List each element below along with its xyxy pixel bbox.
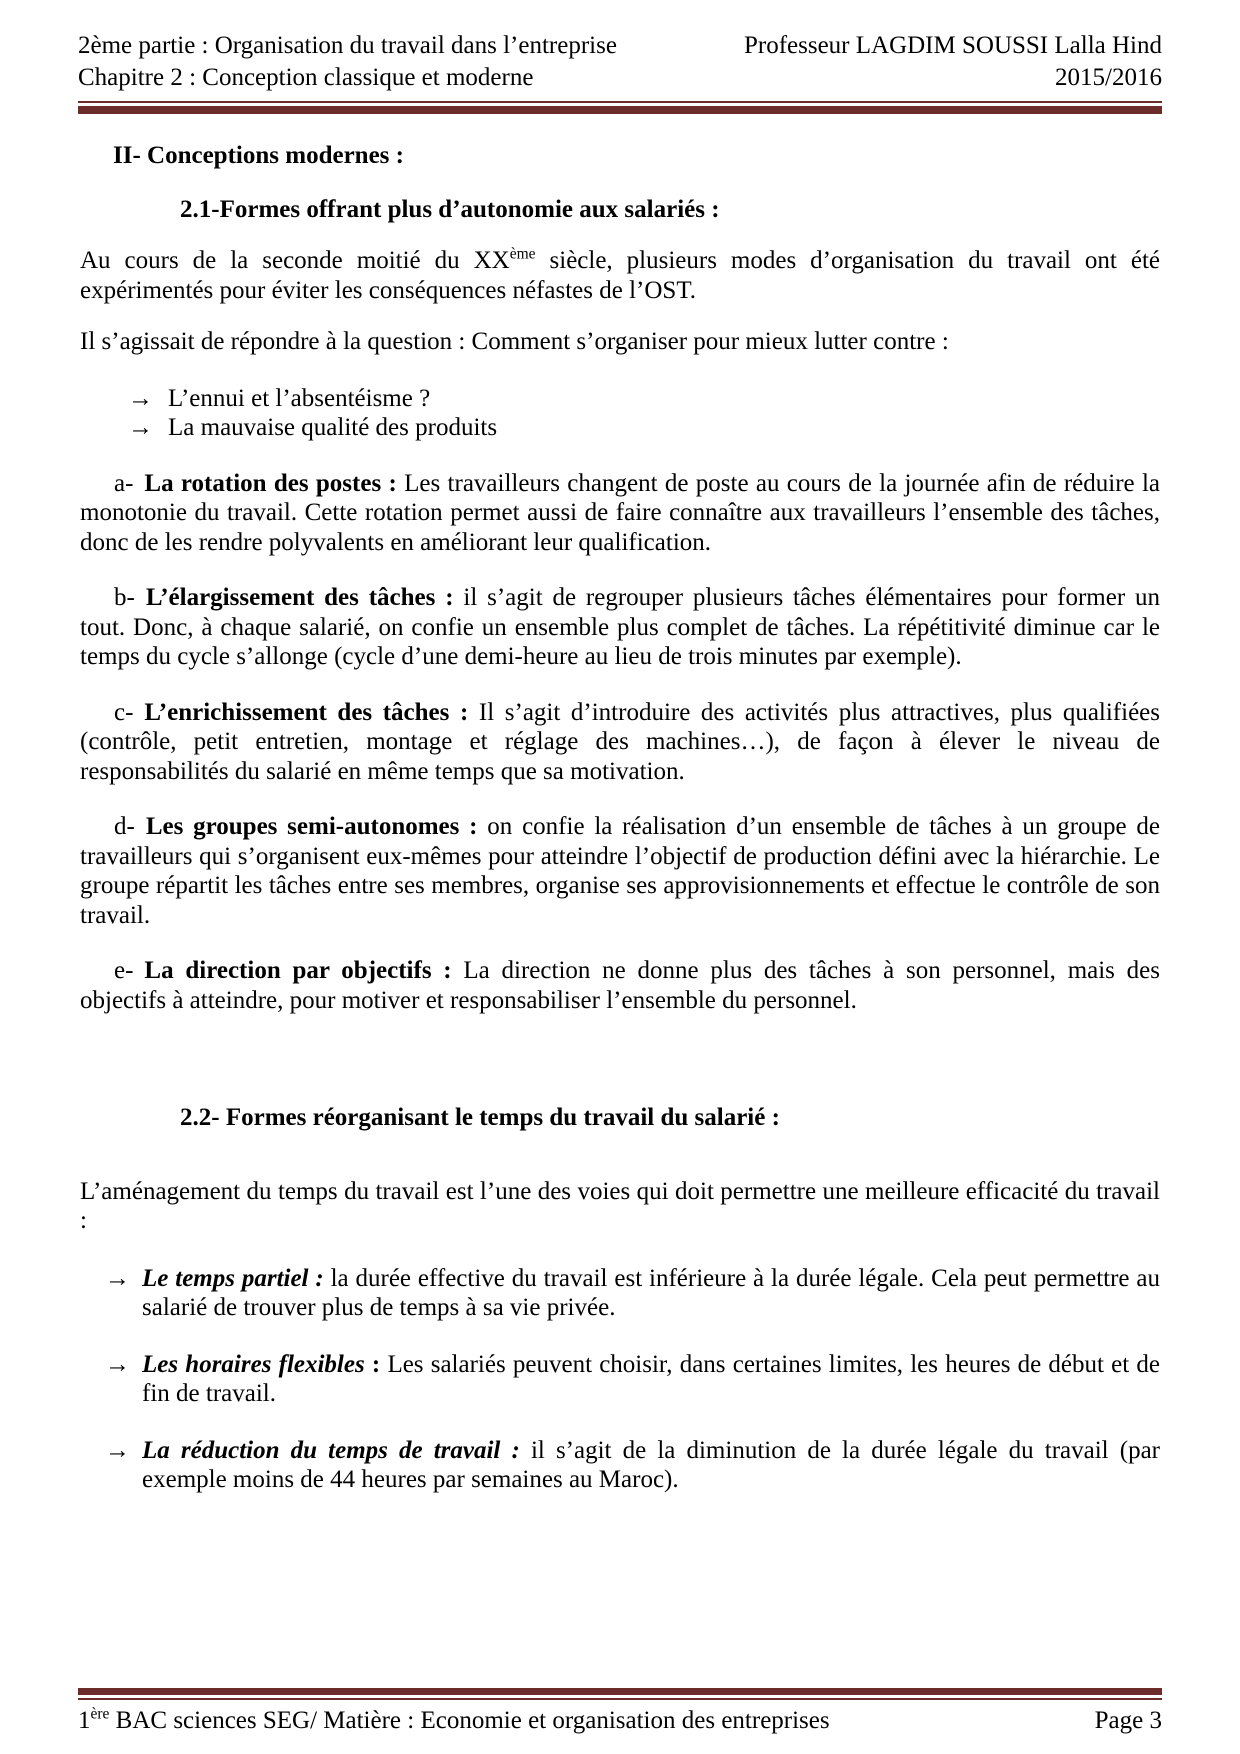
item-letter: e- (114, 957, 134, 984)
header-professor-info (744, 30, 1162, 94)
header-school-year: 2015/2016 (1055, 64, 1162, 91)
item-title: La direction par objectifs : (144, 957, 452, 984)
item-letter: a- (114, 469, 134, 497)
footer-rule (78, 1688, 1162, 1700)
bullet-text: la durée effective du travail est inférieure à la durée légale. Cela peut permettre au salarié de trouver plus de temps à sa vie privée. (142, 1264, 1160, 1321)
arrow-icon: → (105, 1436, 130, 1464)
arrow-icon: → (128, 384, 153, 412)
document-body (80, 141, 1160, 1495)
item-text: on confie la réalisation d’un ensemble de tâches à un groupe de travailleurs qui s’organisent eux-mêmes pour atteindre l’objectif de production défini avec la hiérarchie. Le groupe répartit les tâches entre ses membres, organise ses approvisionnements et effectue le contrôle de son travail. (80, 813, 1160, 929)
superscript-eme: ème (509, 245, 536, 263)
header-rule (78, 101, 1162, 114)
bullet-text: Les salariés peuvent choisir, dans certaines limites, les heures de début et de fin de travail. (142, 1350, 1161, 1407)
footer-course-label: 1ère BAC sciences SEG/ Matière : Economie et organisation des entreprises (78, 1705, 830, 1734)
item-title: L’enrichissement des tâches : (144, 698, 469, 726)
footer-rule-thick-line (78, 1688, 1162, 1695)
item-title: L’élargissement des tâches : (145, 584, 454, 611)
heading-2-1-autonomie: 2.1-Formes offrant plus d’autonomie aux salariés : (180, 195, 720, 223)
page-number: Page 3 (1094, 1707, 1162, 1734)
paragraph-intro-ost: Au cours de la seconde moitié du XXème siècle, plusieurs modes d’organisation du travail ont été expérimentés pour éviter les conséquences néfastes de l’OST. (80, 245, 1160, 304)
paragraph-elargissement-taches (80, 583, 1160, 672)
header-rule-thick-line (78, 106, 1162, 114)
list-item-reduction-temps (105, 1436, 1160, 1495)
header-part-title: 2ème partie : Organisation du travail dans l’entreprise (78, 32, 617, 59)
item-text: Il s’agit d’introduire des activités plus attractives, plus qualifiées (contrôle, petit entretien, montage et réglage des machines…), de façon à élever le niveau de responsabilités du salarié en même temps que sa motivation. (80, 698, 1160, 785)
header-chapter-title: Chapitre 2 : Conception classique et moderne (78, 64, 534, 91)
list-item-horaires-flexibles: → Les horaires flexibles : Les salariés peuvent choisir, dans certaines limites, les heures de début et de fin de travail. (105, 1350, 1161, 1407)
paragraph-direction-par-objectifs (80, 956, 1160, 1015)
list-item (128, 384, 1160, 414)
time-bullet-list (105, 1264, 1160, 1495)
heading-conceptions-modernes: II- Conceptions modernes : (113, 142, 404, 169)
paragraph-question: Il s’agissait de répondre à la question : Comment s’organiser pour mieux lutter contre : (80, 328, 949, 355)
item-letter: b- (114, 584, 135, 611)
arrow-icon: → (105, 1350, 130, 1378)
header-course-info (78, 30, 617, 94)
bullet-text: L’ennui et l’absentéisme ? (168, 384, 431, 412)
item-text: La direction ne donne plus des tâches à son personnel, mais des objectifs à atteindre, pour motiver et responsabiliser l’ensemble du personnel. (80, 957, 1161, 1014)
superscript-ere: ère (90, 1705, 110, 1723)
page-header (0, 0, 1240, 94)
paragraph-groupes-semi-autonomes (80, 812, 1160, 930)
list-item (128, 413, 1160, 443)
heading-2-2-temps-travail: 2.2- Formes réorganisant le temps du travail du salarié : (180, 1104, 780, 1131)
paragraph-amenagement: L’aménagement du temps du travail est l’une des voies qui doit permettre une meilleure efficacité du travail : (80, 1177, 1160, 1234)
bullet-title: La réduction du temps de travail : (142, 1436, 520, 1464)
item-title: La rotation des postes : (144, 469, 397, 497)
paragraph-enrichissement-taches (80, 698, 1160, 787)
item-text: il s’agit de regrouper plusieurs tâches élémentaires pour former un tout. Donc, à chaque salarié, on confie un ensemble plus complet de tâches. La répétitivité diminue car le temps du cycle s’allonge (cycle d’une demi-heure au lieu de trois minutes par exemple). (80, 584, 1161, 670)
arrow-icon: → (105, 1264, 130, 1292)
question-bullet-list (128, 384, 1160, 443)
header-professor-name: Professeur LAGDIM SOUSSI Lalla Hind (743, 32, 1162, 59)
item-letter: c- (114, 698, 134, 726)
bullet-title: Les horaires flexibles (142, 1350, 365, 1378)
paragraph-rotation-postes (80, 469, 1160, 558)
arrow-icon: → (128, 414, 153, 441)
bullet-text: il s’agit de la diminution de la durée légale du travail (par exemple moins de 44 heures par semaines au Maroc). (142, 1436, 1160, 1493)
item-title: Les groupes semi-autonomes : (145, 813, 478, 840)
bullet-text: La mauvaise qualité des produits (168, 414, 498, 441)
item-text: Les travailleurs changent de poste au cours de la journée afin de réduire la monotonie du travail. Cette rotation permet aussi de faire connaître aux travailleurs l’ensemble des tâches, donc de les rendre polyvalents en améliorant leur qualification. (80, 469, 1160, 556)
footer-rule-thin-line (78, 1698, 1162, 1700)
bullet-title: Le temps partiel : (142, 1264, 324, 1292)
page-footer (0, 1688, 1240, 1736)
item-letter: d- (114, 813, 135, 840)
list-item-temps-partiel (105, 1264, 1160, 1323)
